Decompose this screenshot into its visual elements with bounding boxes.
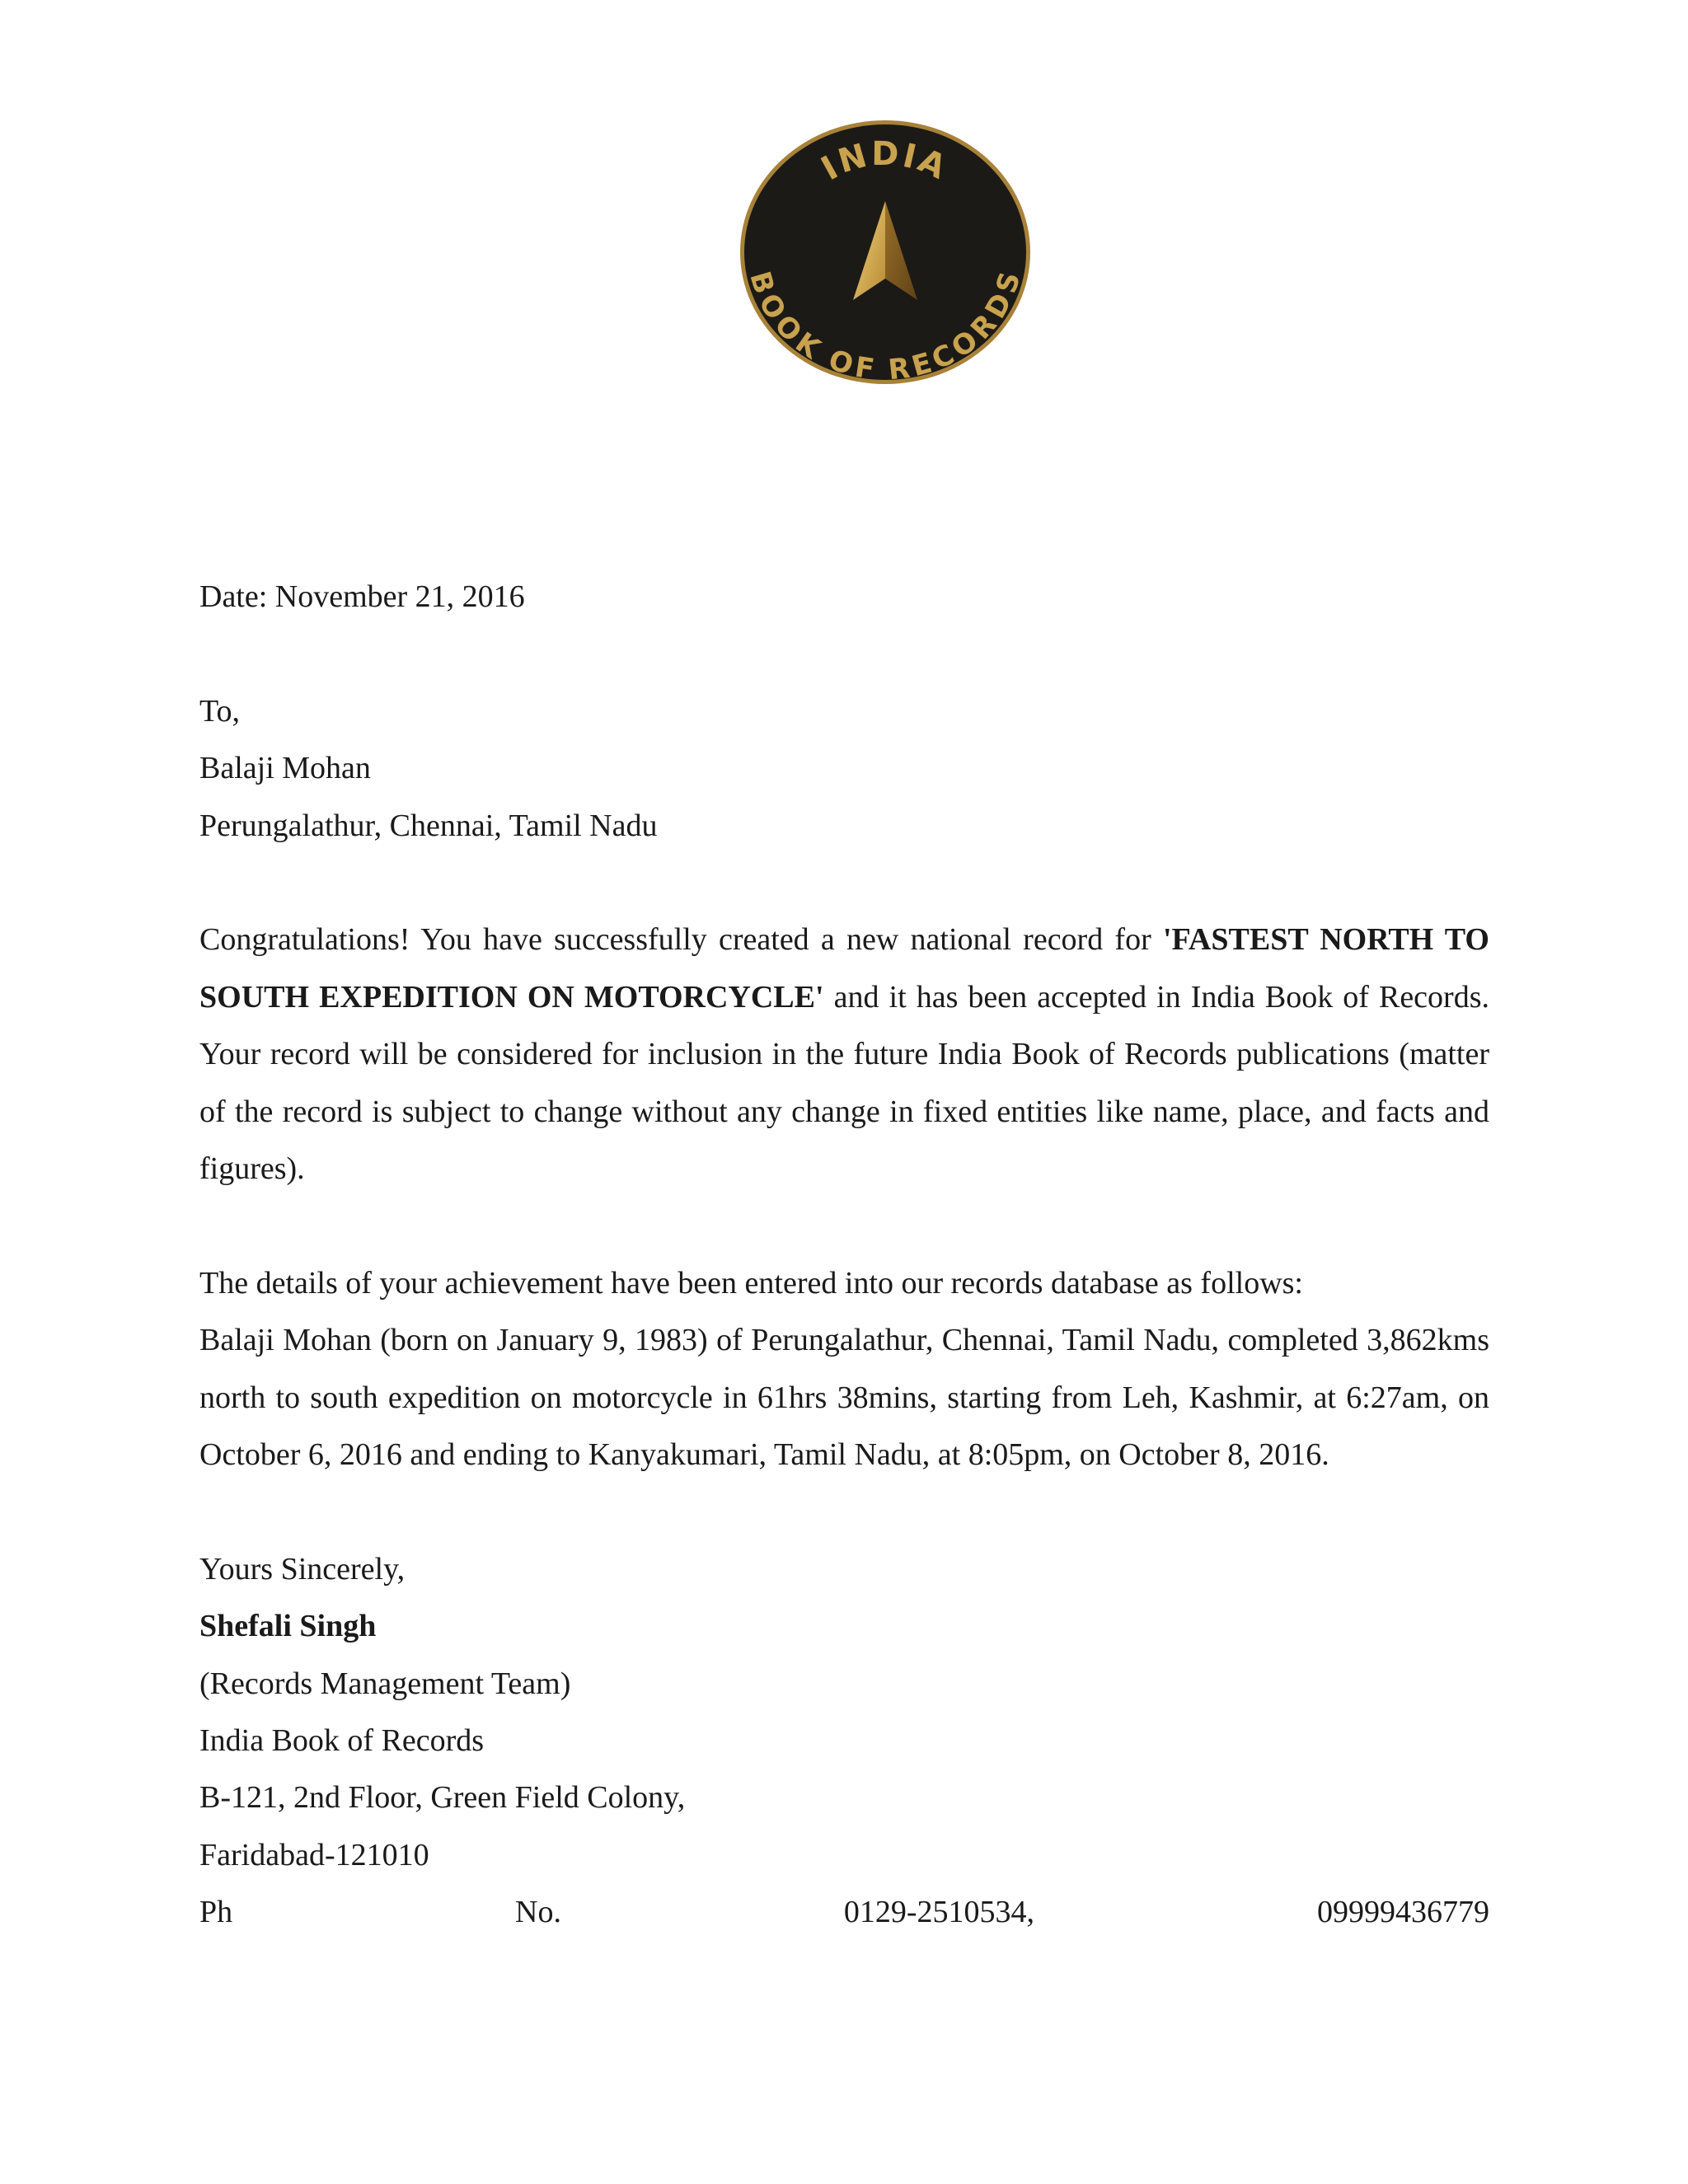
svg-text:INDIA: INDIA [815, 134, 954, 189]
details-intro: The details of your achievement have been entered into our records database as follows: [199, 1265, 1303, 1301]
letter-body [199, 569, 1489, 1942]
signatory-team: (Records Management Team) [199, 1666, 571, 1701]
congratulations-rest: and it has been accepted in India Book of Records. Your record will be considered for inclusion in the future India Book of Records publications (matter of the record is subject to change without any change in fixed entities like name, place, and facts and figures). [199, 979, 1489, 1187]
phone-label-ph: Ph [199, 1895, 233, 1930]
organization-name: India Book of Records [199, 1723, 485, 1759]
record-title: 'FASTEST NORTH TO SOUTH EXPEDITION ON MOTORCYCLE' [199, 922, 1489, 1015]
closing: Yours Sincerely, [199, 1551, 406, 1586]
signatory-name: Shefali Singh [199, 1609, 377, 1644]
organization-address-line-2: Faridabad-121010 [199, 1837, 429, 1872]
svg-text:BOOK OF RECORDS: BOOK OF RECORDS [743, 267, 1028, 387]
phone-label-no: No. [515, 1895, 561, 1930]
phone-number-landline: 0129-2510534, [843, 1895, 1035, 1930]
letter-date: Date: November 21, 2016 [199, 579, 525, 614]
details-paragraph: Balaji Mohan (born on January 9, 1983) of Perungalathur, Chennai, Tamil Nadu, completed 3,862kms north to south expedition on motorcycle in 61hrs 38mins, starting from Leh, Kashmir, at 6:27am, on October 6, 2016 and ending to Kanyakumari, Tamil Nadu, at 8:05pm, on October 8, 2016. [199, 1323, 1489, 1473]
recipient-address: Perungalathur, Chennai, Tamil Nadu [199, 808, 658, 843]
organization-address-line-1: B-121, 2nd Floor, Green Field Colony, [199, 1780, 686, 1816]
congratulations-intro: Congratulations! You have successfully created a new national record for [199, 922, 1163, 958]
recipient-name: Balaji Mohan [199, 751, 371, 786]
india-book-of-records-logo [736, 117, 1034, 387]
congratulations-paragraph [199, 912, 1489, 1197]
salutation: To, [199, 693, 241, 729]
phone-number-mobile: 09999436779 [1316, 1895, 1489, 1930]
phone-line [199, 1884, 1489, 1941]
